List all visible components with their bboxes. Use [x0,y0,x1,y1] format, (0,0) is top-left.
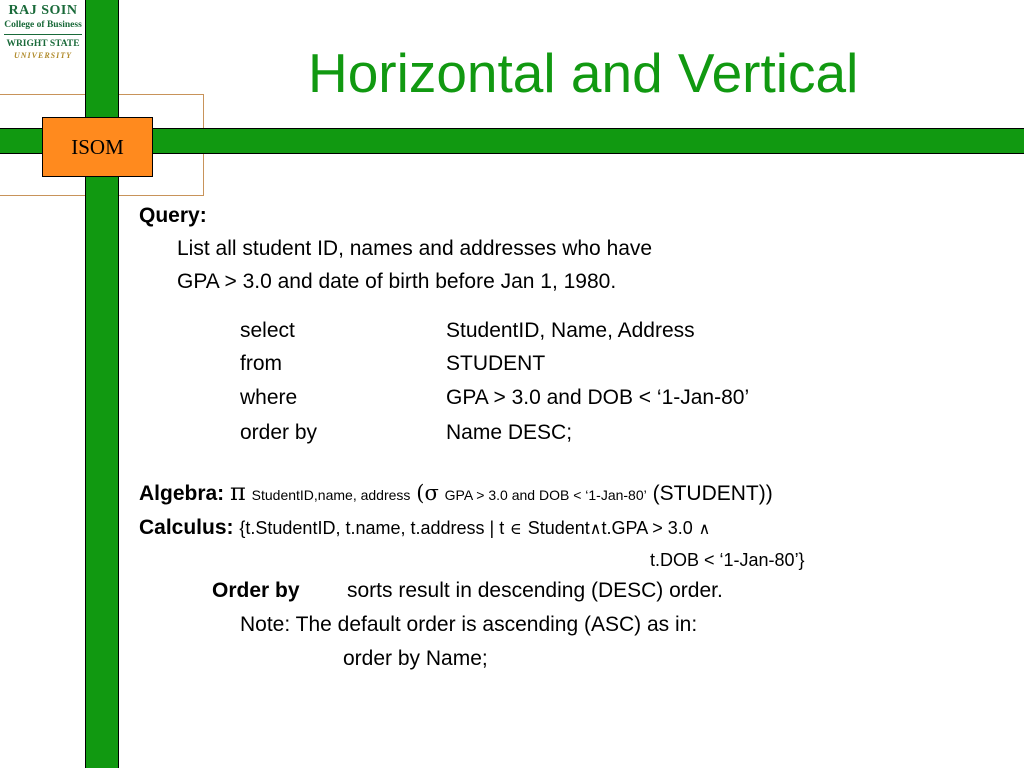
calculus-part-3: t.GPA > 3.0 [601,518,693,538]
algebra-line [139,479,773,508]
isom-label: ISOM [71,134,124,159]
sigma-symbol: σ [424,481,439,505]
order-by-note: Note: The default order is ascending (ASC) as in: [240,613,698,636]
vertical-green-bar [85,0,119,768]
algebra-tail: (STUDENT)) [652,482,773,505]
query-line-2: GPA > 3.0 and date of birth before Jan 1, 1980. [177,270,617,293]
sql-value-select: StudentID, Name, Address [446,319,695,342]
query-heading: Query: [139,204,207,227]
logical-and-symbol-2: ∧ [698,519,711,538]
element-of-symbol: ∈ [510,519,522,538]
calculus-part-1: {t.StudentID, t.name, t.address | t [239,518,505,538]
order-by-label: Order by [212,579,300,602]
algebra-projection: StudentID,name, address [251,487,411,503]
sql-keyword-where: where [240,386,298,409]
logo-line-4: UNIVERSITY [13,51,72,60]
sql-keyword-order-by: order by [240,421,318,444]
order-by-text: sorts result in descending (DESC) order. [347,579,723,602]
horizontal-green-bar-left [0,128,42,154]
algebra-open-paren: ( [416,481,425,505]
sql-keyword-from: from [240,352,282,375]
raj-soin-logo [2,3,84,79]
algebra-label: Algebra: [139,482,225,505]
sql-value-order-by: Name DESC; [446,421,573,444]
query-line-1: List all student ID, names and addresses who have [177,237,653,260]
calculus-line-1 [139,515,710,542]
sql-value-where: GPA > 3.0 and DOB < ‘1-Jan-80’ [446,386,750,409]
logical-and-symbol: ∧ [589,519,602,538]
slide-title: Horizontal and Vertical [308,42,859,104]
logo-line-3: WRIGHT STATE [6,39,80,49]
sql-value-from: STUDENT [446,352,546,375]
horizontal-green-bar-right [153,128,1024,154]
logo-line-1: RAJ SOIN [8,3,78,18]
calculus-line-2: t.DOB < ‘1-Jan-80’} [650,550,805,570]
pi-symbol: π [230,478,246,506]
calculus-part-2: Student [527,518,590,538]
algebra-condition: GPA > 3.0 and DOB < ‘1-Jan-80’ [444,487,647,503]
sql-keyword-select: select [240,319,295,342]
order-by-example: order by Name; [343,647,488,670]
calculus-label: Calculus: [139,516,234,539]
logo-line-2: College of Business [4,19,82,35]
isom-badge [42,117,153,177]
